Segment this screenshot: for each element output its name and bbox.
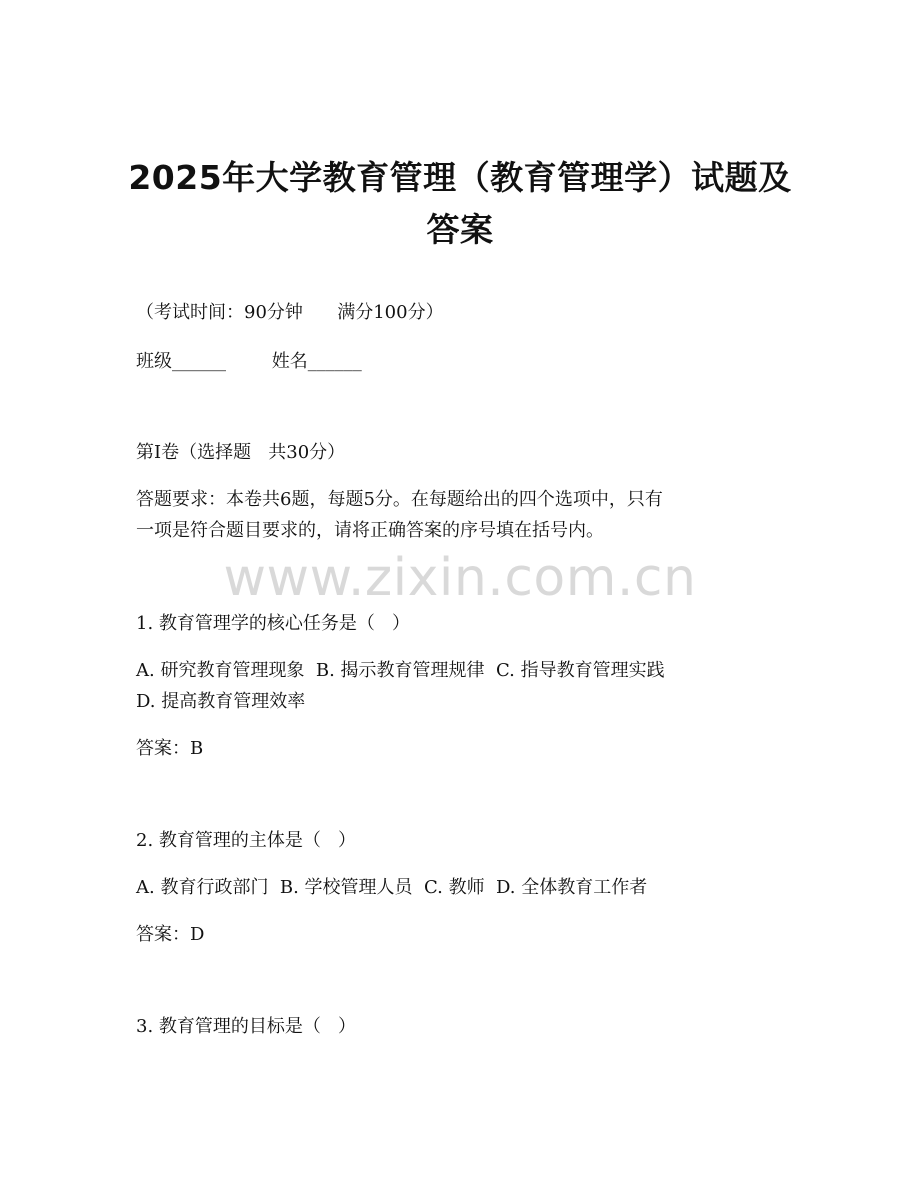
watermark: www.zixin.com.cn xyxy=(223,548,697,608)
question-1-options-line-2: D. 提高教育管理效率 xyxy=(136,691,306,712)
question-1-stem: 1. 教育管理学的核心任务是（ ） xyxy=(136,613,411,634)
question-2-options-line-1: A. 教育行政部门 B. 学校管理人员 C. 教师 D. 全体教育工作者 xyxy=(136,877,648,898)
document-title-line-2: 答案 xyxy=(426,210,494,249)
question-2-answer: 答案：D xyxy=(136,924,205,945)
document-title-line-1: 2025年大学教育管理（教育管理学）试题及 xyxy=(128,158,792,197)
question-2-stem: 2. 教育管理的主体是（ ） xyxy=(136,830,357,851)
exam-info: （考试时间：90分钟 满分100分） xyxy=(136,302,444,323)
instructions-line-2: 一项是符合题目要求的，请将正确答案的序号填在括号内。 xyxy=(136,520,604,541)
section-header: 第I卷（选择题 共30分） xyxy=(136,442,346,463)
question-1-options-line-1: A. 研究教育管理现象 B. 揭示教育管理规律 C. 指导教育管理实践 xyxy=(136,660,665,681)
question-3-stem: 3. 教育管理的目标是（ ） xyxy=(136,1016,357,1037)
instructions-line-1: 答题要求：本卷共6题，每题5分。在每题给出的四个选项中，只有 xyxy=(136,489,663,510)
class-name-fields: 班级______ 姓名______ xyxy=(136,351,362,372)
question-1-answer: 答案：B xyxy=(136,738,204,759)
